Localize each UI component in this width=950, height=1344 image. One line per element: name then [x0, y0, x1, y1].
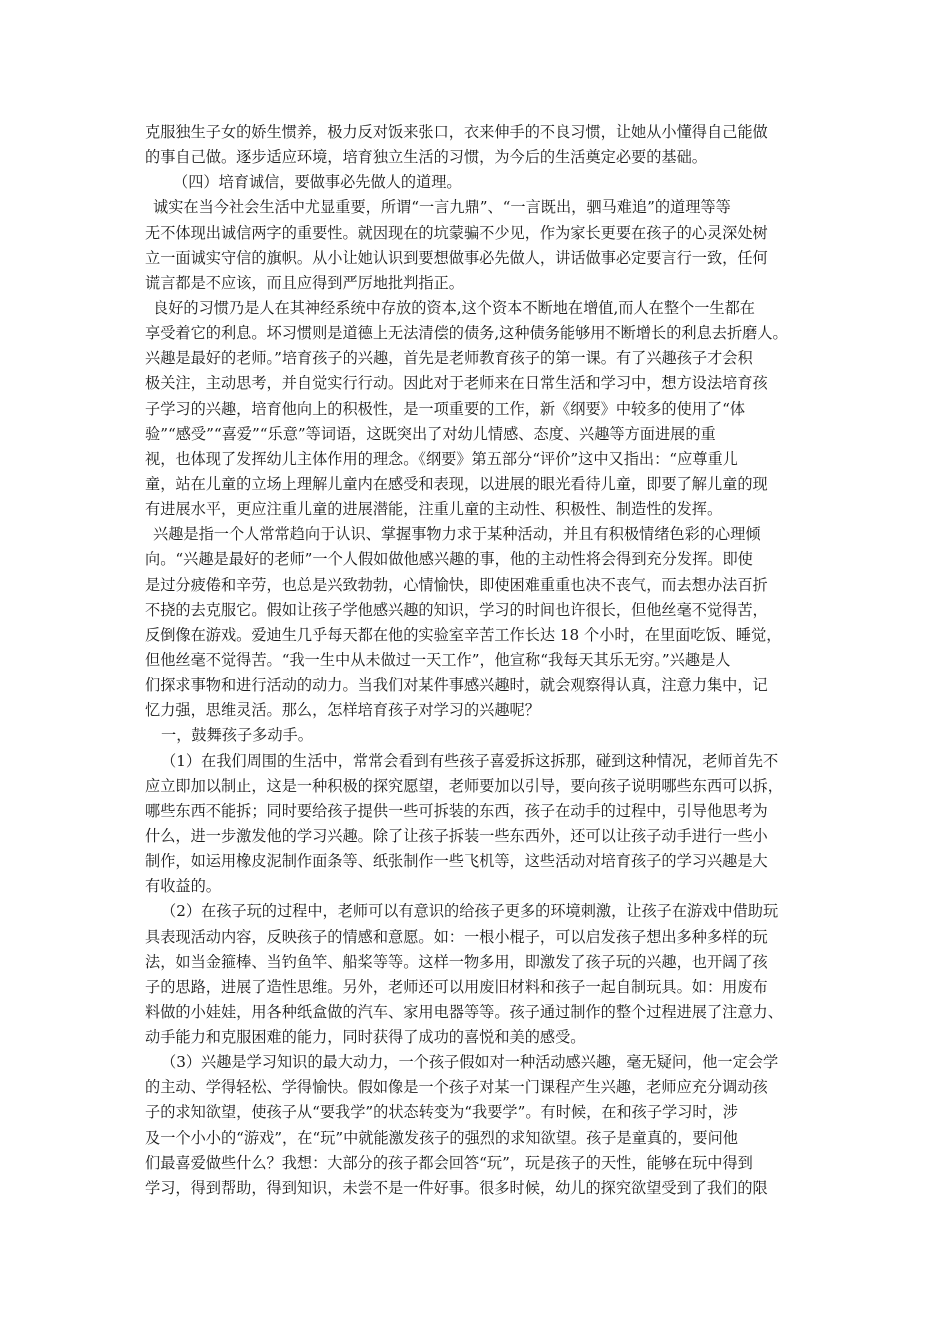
- text-line: 不挠的去克服它。假如让孩子学他感兴趣的知识，学习的时间也许很长，但他丝毫不觉得苦，: [145, 600, 768, 619]
- text-line: 极关注，主动思考，并自觉实行行动。因此对于老师来在日常生活和学习中，想方设法培育孩: [145, 374, 768, 393]
- text-line: 有收益的。: [145, 877, 221, 896]
- text-line: 料做的小娃娃，用各种纸盒做的汽车、家用电器等等。孩子通过制作的整个过程进展了注意力、: [145, 1002, 783, 1021]
- text-line: 什么，进一步激发他的学习兴趣。除了让孩子拆装一些东西外，还可以让孩子动手进行一些小: [145, 826, 768, 845]
- text-line: 无不体现出诚信两字的重要性。就因现在的坑蒙骗不少见，作为家长更要在孩子的心灵深处树: [145, 223, 768, 242]
- text-line: 克服独生子女的娇生惯养，极力反对饭来张口，衣来伸手的不良习惯，让她从小懂得自己能做: [145, 123, 768, 141]
- text-line: 享受着它的利息。坏习惯则是道德上无法清偿的债务,这种债务能够用不断增长的利息去折磨人。: [145, 324, 788, 343]
- text-line: 的事自己做。逐步适应环境，培育独立生活的习惯，为今后的生活奠定必要的基础。: [145, 148, 707, 167]
- text-line: 兴趣是最好的老师。”培育孩子的兴趣，首先是老师教育孩子的第一课。有了兴趣孩子才会积: [145, 349, 753, 368]
- text-line: 的主动、学得轻松、学得愉快。假如像是一个孩子对某一门课程产生兴趣，老师应充分调动孩: [145, 1078, 768, 1097]
- text-line: 验”“感受”“喜爱”“乐意”等词语，这既突出了对幼儿情感、态度、兴趣等方面进展的重: [145, 424, 716, 443]
- text-line: 动手能力和克服困难的能力，同时获得了成功的喜悦和美的感受。: [145, 1028, 586, 1047]
- text-line: 们探求事物和进行活动的动力。当我们对某件事感兴趣时，就会观察得认真，注意力集中，记: [145, 676, 768, 695]
- text-line: 制作，如运用橡皮泥制作面条等、纸张制作一些飞机等，这些活动对培育孩子的学习兴趣是大: [145, 852, 768, 871]
- text-line: 及一个小小的“游戏”，在“玩”中就能激发孩子的强烈的求知欲望。孩子是童真的，要问他: [145, 1128, 738, 1147]
- text-line: 良好的习惯乃是人在其神经系统中存放的资本,这个资本不断地在增值,而人在整个一生都在: [153, 298, 755, 317]
- text-line: 忆力强，思维灵活。那么，怎样培育孩子对学习的兴趣呢？: [145, 701, 540, 720]
- text-line: 子学习的兴趣，培育他向上的积极性，是一项重要的工作，新《纲要》中较多的使用了“体: [145, 399, 746, 418]
- text-line: 但他丝毫不觉得苦。“我一生中从未做过一天工作”，他宣称“我每天其乐无穷。”兴趣是人: [145, 650, 731, 669]
- text-line: 诚实在当今社会生活中尤显重要，所谓“一言九鼎”、“一言既出，驷马难追”的道理等等: [153, 198, 731, 217]
- text-line: 向。“兴趣是最好的老师”一个人假如做他感兴趣的事，他的主动性将会得到充分发挥。即使: [145, 550, 753, 569]
- text-line: （1）在我们周围的生活中，常常会看到有些孩子喜爱拆这拆那，碰到这种情况，老师首先不: [161, 751, 779, 770]
- text-line: 应立即加以制止，这是一种积极的探究愿望，老师要加以引导，要向孩子说明哪些东西可以拆，: [145, 776, 783, 795]
- text-line: 童，站在儿童的立场上理解儿童内在感受和表现，以进展的眼光看待儿童，即要了解儿童的现: [145, 474, 768, 493]
- text-line: 谎言都是不应该，而且应得到严厉地批判指正。: [145, 273, 464, 292]
- text-line: （3）兴趣是学习知识的最大动力，一个孩子假如对一种活动感兴趣，毫无疑问，他一定会学: [161, 1053, 779, 1072]
- text-line: 子的求知欲望，使孩子从“要我学”的状态转变为“我要学”。有时候，在和孩子学习时，涉: [145, 1103, 738, 1122]
- text-line: 哪些东西不能拆；同时要给孩子提供一些可拆装的东西，孩子在动手的过程中，引导他思考为: [145, 801, 768, 820]
- text-line: 学习，得到帮助，得到知识，未尝不是一件好事。很多时候，幼儿的探究欲望受到了我们的限: [145, 1178, 768, 1197]
- text-line: （2）在孩子玩的过程中，老师可以有意识的给孩子更多的环境刺激，让孩子在游戏中借助玩: [161, 902, 779, 921]
- text-line: 子的思路，进展了造性思维。另外，老师还可以用废旧材料和孩子一起自制玩具。如：用废布: [145, 977, 768, 996]
- body-text: [145, 120, 805, 1201]
- text-line: 是过分疲倦和辛劳，也总是兴致勃勃，心情愉快，即使困难重重也决不丧气，而去想办法百折: [145, 575, 768, 594]
- text-line: 兴趣是指一个人常常趋向于认识、掌握事物力求于某种活动，并且有积极情绪色彩的心理倾: [153, 525, 761, 544]
- text-line: 有进展水平，更应注重儿童的进展潜能，注重儿童的主动性、积极性、制造性的发挥。: [145, 500, 723, 519]
- text-line: 反倒像在游戏。爱迪生几乎每天都在他的实验室辛苦工作长达 18 个小时，在里面吃饭、睡觉，: [145, 625, 782, 644]
- section-heading: 一，鼓舞孩子多动手。: [161, 726, 313, 745]
- text-line: 视，也体现了发挥幼儿主体作用的理念。《纲要》第五部分“评价”这中又指出：“应尊重儿: [145, 449, 738, 468]
- text-line: 立一面诚实守信的旗帜。从小让她认识到要想做事必先做人，讲话做事必定要言行一致，任何: [145, 248, 768, 267]
- text-line: 具表现活动内容，反映孩子的情感和意愿。如：一根小棍子，可以启发孩子想出多种多样的玩: [145, 927, 768, 946]
- text-line: 们最喜爱做些什么？我想：大部分的孩子都会回答“玩”，玩是孩子的天性，能够在玩中得到: [145, 1153, 753, 1172]
- section-heading: （四）培育诚信，要做事必先做人的道理。: [173, 173, 462, 192]
- text-line: 法，如当金箍棒、当钓鱼竿、船桨等等。这样一物多用，即激发了孩子玩的兴趣，也开阔了孩: [145, 952, 768, 971]
